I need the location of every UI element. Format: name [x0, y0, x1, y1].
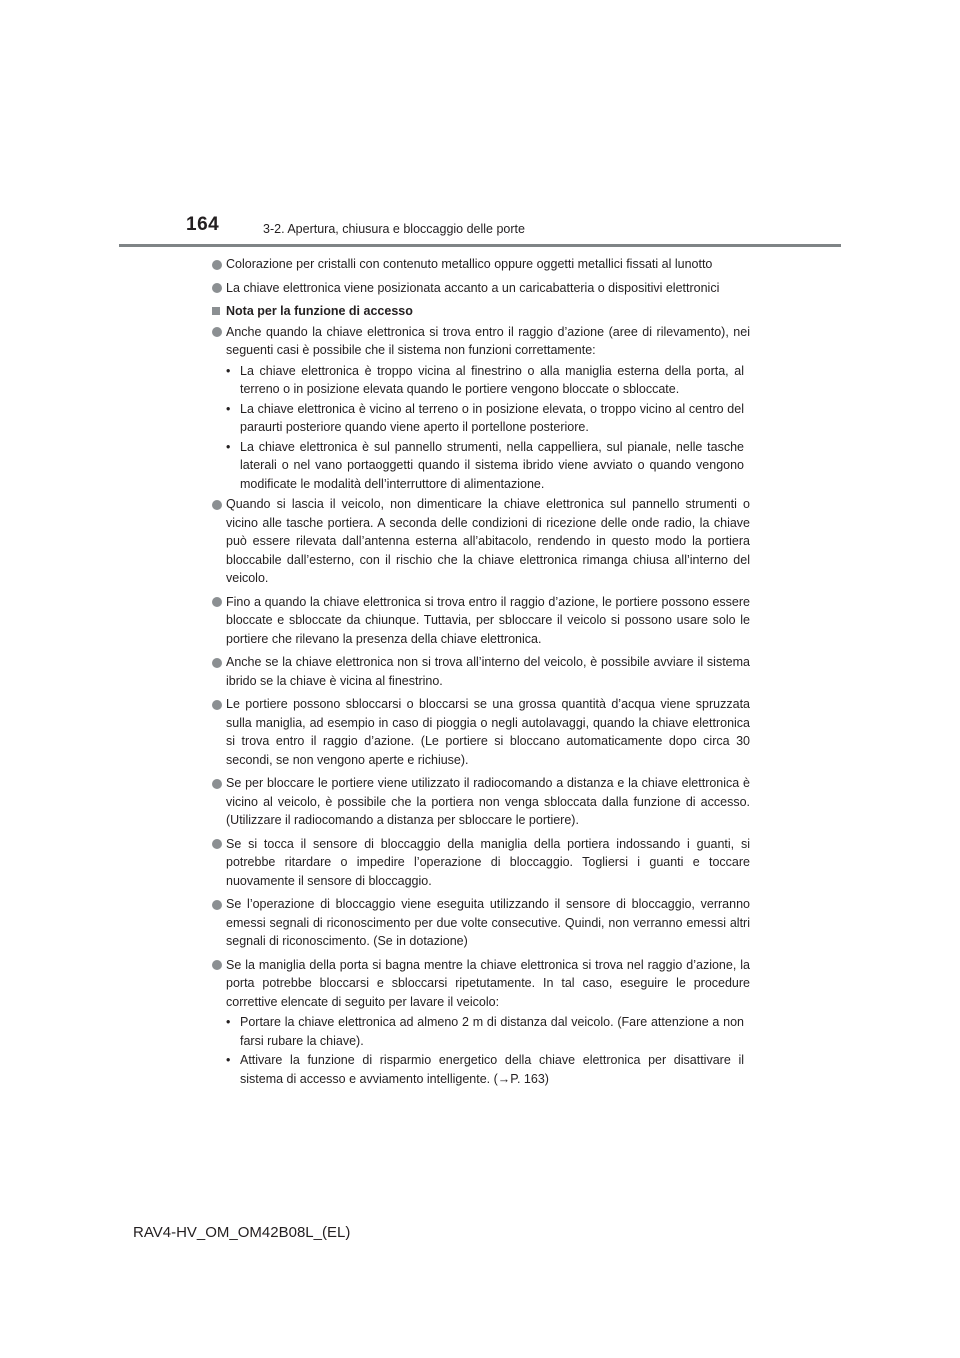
- list-item: [212, 323, 750, 360]
- bullet-text: Se l’operazione di bloccaggio viene eseguita utilizzando il sensore di bloccaggio, verranno emessi segnali di riconoscimento per due volte consecutive. Quindi, non verranno emessi altri segnali di riconoscimento. (Se in dotazione): [226, 897, 750, 948]
- sub-list: [212, 1013, 750, 1088]
- sub-list-text: Attivare la funzione di risparmio energetico della chiave elettronica per disattivare il sistema di accesso e avviamento intelligente. (→P. 163): [240, 1053, 744, 1086]
- bullet-icon: [212, 960, 222, 970]
- bullet-icon: [212, 779, 222, 789]
- bullet-icon: [212, 658, 222, 668]
- list-item: [212, 593, 750, 649]
- dot-icon: •: [226, 1015, 231, 1029]
- sub-list-item: [226, 438, 750, 494]
- section-title: 3-2. Apertura, chiusura e bloccaggio delle porte: [263, 222, 525, 236]
- list-item: [212, 279, 750, 298]
- sub-list-text: La chiave elettronica è troppo vicina al finestrino o alla maniglia esterna della porta, al terreno o in posizione elevata quando le portiere vengono bloccate o sbloccate.: [240, 363, 744, 396]
- bullet-icon: [212, 500, 222, 510]
- page-content: [212, 255, 750, 1090]
- list-item: [212, 956, 750, 1012]
- dot-icon: •: [226, 401, 231, 416]
- list-item: [212, 774, 750, 830]
- bullet-icon: [212, 700, 222, 710]
- bullet-icon: [212, 283, 222, 293]
- bullet-text: Se la maniglia della porta si bagna mentre la chiave elettronica si trova nel raggio d’azione, la porta potrebbe bloccarsi e sbloccarsi ripetutamente. In tal caso, eseguire le procedure correttive elencate di seguito per lavare il veicolo:: [226, 957, 750, 1009]
- section-heading: [212, 302, 750, 321]
- sub-list-text: La chiave elettronica è sul pannello strumenti, nella cappelliera, sul pianale, nelle tasche laterali o nel vano portaoggetti quando il sistema ibrido viene avviato o quando vengono modificate le modalità dell’interruttore di alimentazione.: [240, 439, 744, 491]
- sub-list: [212, 362, 750, 494]
- bullet-text: Le portiere possono sbloccarsi o bloccarsi se una grossa quantità d’acqua viene spruzzata sulla maniglia, ad esempio in caso di pioggia o negli autolavaggi, quando la chiave elettronica si trova entro il raggio d’azione. (Le portiere si bloccano automaticamente dopo circa 30 secondi, se non vengono aperte e richiuse).: [226, 697, 750, 767]
- section-heading-text: Nota per la funzione di accesso: [226, 304, 413, 318]
- bullet-text: Se per bloccare le portiere viene utilizzato il radiocomando a distanza e la chiave elettronica è vicino al veicolo, è possibile che la portiera non venga sbloccata dalla funzione di accesso. (Utilizzare il radiocomando a distanza per sbloccare le portiere).: [226, 776, 750, 827]
- dot-icon: •: [226, 439, 231, 454]
- bullet-icon: [212, 839, 222, 849]
- bullet-text: Colorazione per cristalli con contenuto metallico oppure oggetti metallici fissati al lunotto: [226, 257, 713, 271]
- bullet-icon: [212, 327, 222, 337]
- page-number: 164: [186, 214, 220, 235]
- list-item: [212, 653, 750, 690]
- list-item: [212, 495, 750, 588]
- footer-doc-code: RAV4-HV_OM_OM42B08L_(EL): [133, 1224, 351, 1241]
- bullet-text: Se si tocca il sensore di bloccaggio della maniglia della portiera indossando i guanti, si potrebbe ritardare o impedire l’operazione di bloccaggio. Togliersi i guanti e toccare nuovamente il sensore di bloccaggio.: [226, 836, 750, 888]
- header-rule: [119, 244, 841, 247]
- bullet-text: Anche se la chiave elettronica non si trova all’interno del veicolo, è possibile avviare il sistema ibrido se la chiave è vicina al finestrino.: [226, 655, 750, 688]
- bullet-text: Quando si lascia il veicolo, non dimenticare la chiave elettronica sul pannello strumenti o vicino alle tasche portiera. A seconda delle condizioni di ricezione delle onde radio, la chiave può essere rilevata dall’antenna esterna all’abitacolo, rendendo in questo modo la portiera bloccabile dall’esterno, con il rischio che la chiave elettronica rimanga chiusa all’interno del veicolo.: [226, 497, 750, 585]
- sub-list-item: [226, 400, 750, 437]
- bullet-text: La chiave elettronica viene posizionata accanto a un caricabatteria o dispositivi elettronici: [226, 280, 720, 295]
- list-item: [212, 835, 750, 891]
- bullet-icon: [212, 260, 222, 270]
- bullet-icon: [212, 900, 222, 910]
- bullet-text: Fino a quando la chiave elettronica si trova entro il raggio d’azione, le portiere possono essere bloccate e sbloccate da chiunque. Tuttavia, per sbloccare il veicolo si possono usare solo le portiere che rilevano la presenza della chiave elettronica.: [226, 594, 750, 646]
- dot-icon: •: [226, 363, 231, 378]
- list-item: [212, 695, 750, 769]
- sub-list-item: [226, 1013, 750, 1050]
- sub-list-item: [226, 362, 750, 399]
- bullet-icon: [212, 597, 222, 607]
- list-item: [212, 255, 750, 274]
- sub-list-text: La chiave elettronica è vicino al terreno o in posizione elevata, o troppo vicino al centro del paraurti posteriore quando viene aperto il portellone posteriore.: [240, 401, 744, 434]
- sub-list-text: Portare la chiave elettronica ad almeno 2 m di distanza dal veicolo. (Fare attenzione a non farsi rubare la chiave).: [240, 1015, 744, 1048]
- list-item: [212, 895, 750, 951]
- square-bullet-icon: [212, 307, 220, 315]
- sub-list-item: [226, 1051, 750, 1088]
- dot-icon: •: [226, 1053, 231, 1067]
- bullet-text: Anche quando la chiave elettronica si trova entro il raggio d’azione (aree di rilevamento), nei seguenti casi è possibile che il sistema non funzioni correttamente:: [226, 324, 750, 357]
